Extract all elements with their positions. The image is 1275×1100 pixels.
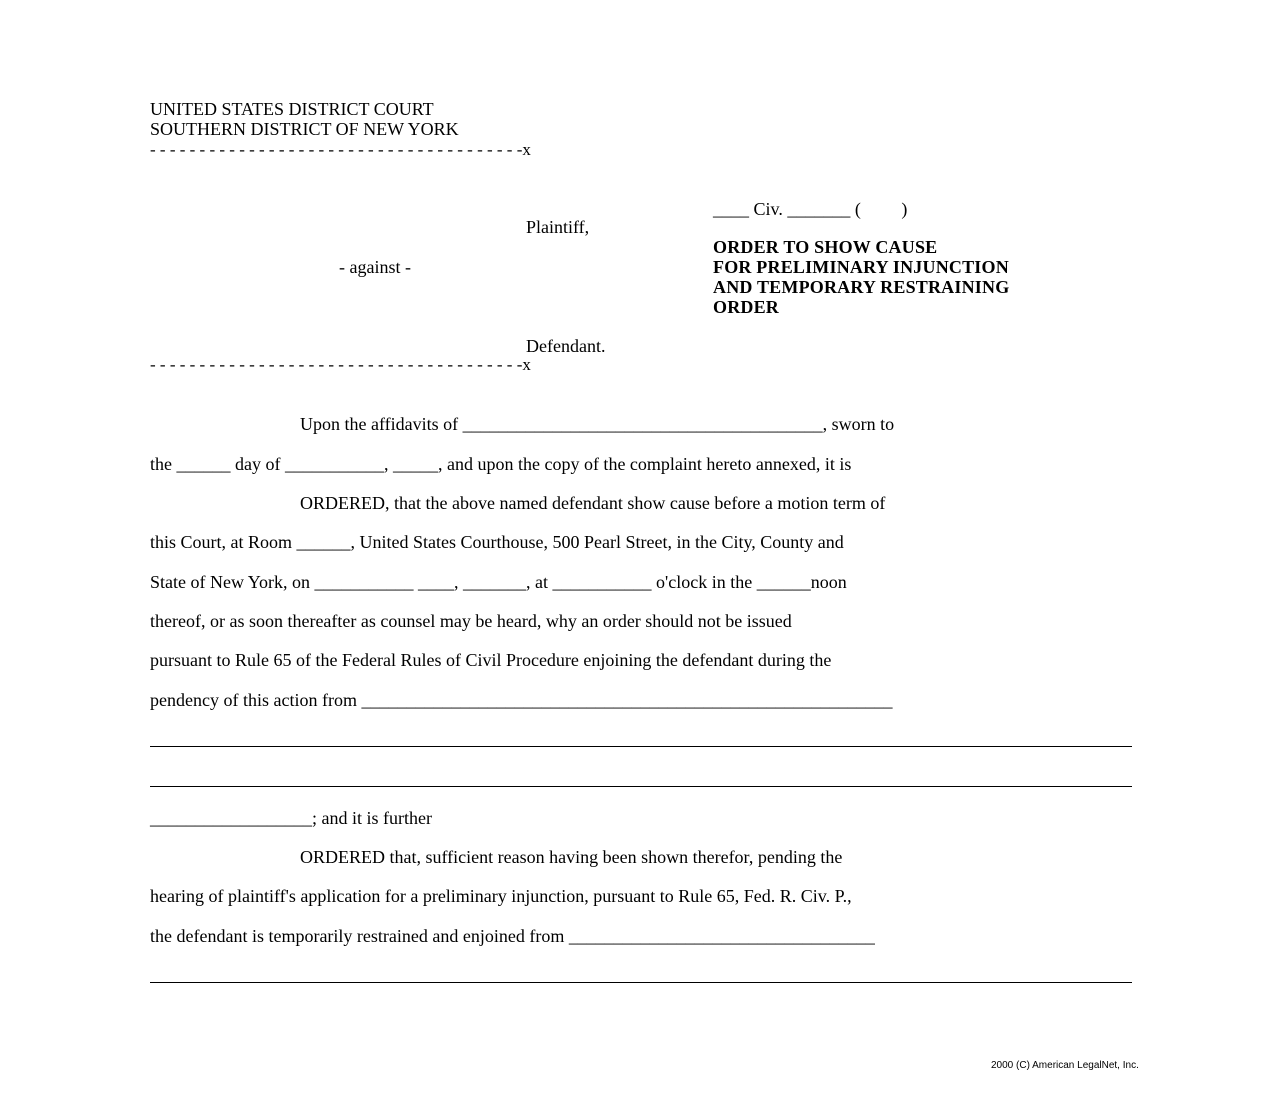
- docket-number: ____ Civ. _______ ( ): [713, 199, 908, 219]
- document-title-line-1: ORDER TO SHOW CAUSE: [713, 237, 938, 257]
- caption-separator-bottom: - - - - - - - - - - - - - - - - - - - - - - - - - - - - - - - - - - - - - -x: [150, 355, 531, 374]
- body-line-date-time: State of New York, on ___________ ____, _______, at ___________ o'clock in the ______noon: [150, 572, 847, 592]
- body-line-room: this Court, at Room ______, United States Courthouse, 500 Pearl Street, in the City, County and: [150, 532, 844, 552]
- body-line-rule65: pursuant to Rule 65 of the Federal Rules of Civil Procedure enjoining the defendant during the: [150, 650, 832, 670]
- copyright-footer: 2000 (C) American LegalNet, Inc.: [991, 1060, 1139, 1071]
- against-label: - against -: [339, 257, 411, 277]
- court-name: UNITED STATES DISTRICT COURT: [150, 99, 434, 119]
- body-line-ordered-2: ORDERED that, sufficient reason having been shown therefor, pending the: [300, 847, 843, 867]
- body-line-restrained: the defendant is temporarily restrained and enjoined from __________________________________: [150, 926, 875, 946]
- plaintiff-label: Plaintiff,: [526, 217, 590, 237]
- body-line-pendency: pendency of this action from ___________________________________________________________: [150, 690, 893, 710]
- defendant-label: Defendant.: [526, 336, 606, 356]
- fill-in-line: [150, 746, 1132, 747]
- document-title-line-2: FOR PRELIMINARY INJUNCTION: [713, 257, 1009, 277]
- body-line-complaint: the ______ day of ___________, _____, and upon the copy of the complaint hereto annexed, it is: [150, 454, 852, 474]
- caption-separator-top: - - - - - - - - - - - - - - - - - - - - - - - - - - - - - - - - - - - - - -x: [150, 140, 531, 159]
- body-line-affidavits: Upon the affidavits of ________________________________________, sworn to: [300, 414, 895, 434]
- fill-in-line: [150, 982, 1132, 983]
- court-district: SOUTHERN DISTRICT OF NEW YORK: [150, 119, 459, 139]
- fill-in-line: [150, 786, 1132, 787]
- document-title-line-3: AND TEMPORARY RESTRAINING: [713, 277, 1010, 297]
- body-line-ordered-1: ORDERED, that the above named defendant show cause before a motion term of: [300, 493, 886, 513]
- body-line-thereof: thereof, or as soon thereafter as counsel may be heard, why an order should not be issued: [150, 611, 792, 631]
- document-title-line-4: ORDER: [713, 297, 780, 317]
- body-line-hearing: hearing of plaintiff's application for a preliminary injunction, pursuant to Rule 65, Fed. R. Civ. P.,: [150, 886, 852, 906]
- body-line-further: __________________; and it is further: [150, 808, 432, 828]
